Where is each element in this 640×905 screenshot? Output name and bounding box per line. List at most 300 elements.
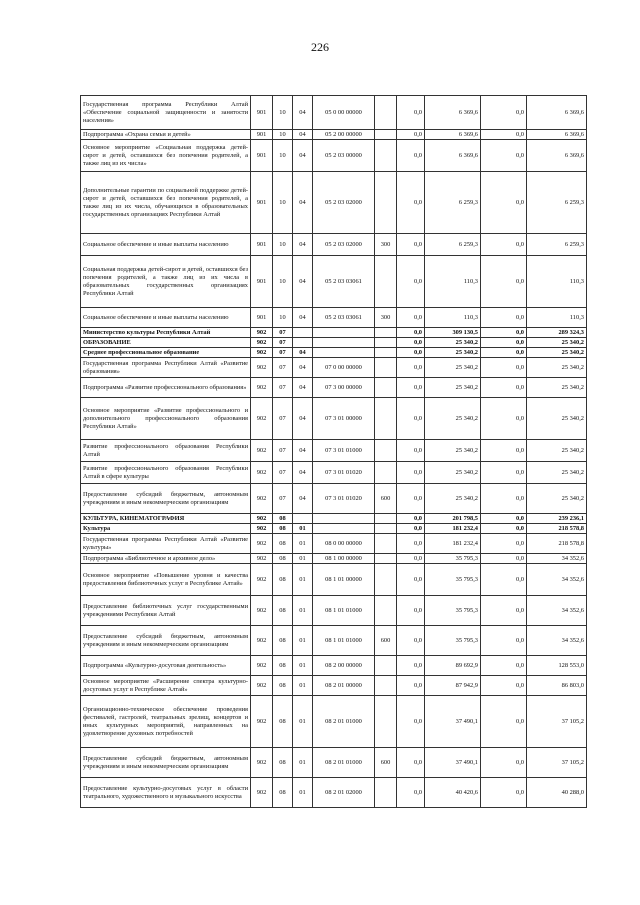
amount-year-2-cell: 40 288,0: [527, 778, 587, 808]
amount-year-1-cell: 87 942,9: [425, 676, 481, 696]
expense-type-cell: 600: [375, 748, 397, 778]
target-article-cell: [313, 514, 375, 524]
target-article-cell: 08 2 01 00000: [313, 676, 375, 696]
ministry-code-cell: 902: [251, 378, 273, 398]
table-row: [81, 328, 587, 338]
table-row: [81, 440, 587, 462]
section-code-cell: 10: [273, 234, 293, 256]
section-code-cell: 07: [273, 440, 293, 462]
target-article-cell: 08 1 01 00000: [313, 564, 375, 596]
target-article-cell: 07 0 00 00000: [313, 358, 375, 378]
subsection-code-cell: 01: [293, 696, 313, 748]
amount-change-1-cell: 0,0: [397, 338, 425, 348]
row-name-cell: Государственная программа Республики Алтай «Развитие образования»: [81, 358, 251, 378]
section-code-cell: 10: [273, 130, 293, 140]
amount-year-1-cell: 37 490,1: [425, 696, 481, 748]
ministry-code-cell: 901: [251, 130, 273, 140]
ministry-code-cell: 901: [251, 96, 273, 130]
amount-year-1-cell: 35 795,3: [425, 554, 481, 564]
subsection-code-cell: 01: [293, 596, 313, 626]
amount-change-2-cell: 0,0: [481, 358, 527, 378]
amount-year-2-cell: 6 259,3: [527, 172, 587, 234]
expense-type-cell: [375, 534, 397, 554]
subsection-code-cell: [293, 514, 313, 524]
subsection-code-cell: 04: [293, 130, 313, 140]
subsection-code-cell: 01: [293, 564, 313, 596]
subsection-code-cell: 04: [293, 308, 313, 328]
target-article-cell: 08 1 00 00000: [313, 554, 375, 564]
amount-change-2-cell: 0,0: [481, 96, 527, 130]
table-row: [81, 398, 587, 440]
amount-change-2-cell: 0,0: [481, 338, 527, 348]
amount-change-2-cell: 0,0: [481, 514, 527, 524]
expense-type-cell: [375, 358, 397, 378]
expense-type-cell: [375, 378, 397, 398]
target-article-cell: 05 2 03 03061: [313, 256, 375, 308]
ministry-code-cell: 902: [251, 440, 273, 462]
target-article-cell: 07 3 01 01020: [313, 462, 375, 484]
amount-year-2-cell: 218 578,8: [527, 524, 587, 534]
table-row: [81, 748, 587, 778]
target-article-cell: 08 1 01 01000: [313, 596, 375, 626]
subsection-code-cell: 04: [293, 96, 313, 130]
subsection-code-cell: 01: [293, 748, 313, 778]
section-code-cell: 08: [273, 524, 293, 534]
section-code-cell: 08: [273, 696, 293, 748]
amount-year-1-cell: 89 692,9: [425, 656, 481, 676]
target-article-cell: 08 2 00 00000: [313, 656, 375, 676]
section-code-cell: 08: [273, 564, 293, 596]
amount-year-2-cell: 34 352,6: [527, 564, 587, 596]
ministry-code-cell: 901: [251, 234, 273, 256]
amount-change-1-cell: 0,0: [397, 524, 425, 534]
ministry-code-cell: 902: [251, 676, 273, 696]
table-row: [81, 256, 587, 308]
amount-year-1-cell: 25 340,2: [425, 440, 481, 462]
amount-change-2-cell: 0,0: [481, 778, 527, 808]
target-article-cell: 07 3 01 01020: [313, 484, 375, 514]
amount-change-1-cell: 0,0: [397, 564, 425, 596]
amount-change-1-cell: 0,0: [397, 514, 425, 524]
amount-change-2-cell: 0,0: [481, 524, 527, 534]
amount-change-2-cell: 0,0: [481, 626, 527, 656]
amount-change-1-cell: 0,0: [397, 656, 425, 676]
amount-year-2-cell: 86 803,0: [527, 676, 587, 696]
target-article-cell: [313, 328, 375, 338]
subsection-code-cell: 04: [293, 140, 313, 172]
row-name-cell: Государственная программа Республики Алтай «Развитие культуры»: [81, 534, 251, 554]
target-article-cell: 08 0 00 00000: [313, 534, 375, 554]
table-row: [81, 234, 587, 256]
amount-year-1-cell: 37 490,1: [425, 748, 481, 778]
ministry-code-cell: 902: [251, 564, 273, 596]
budget-table: [80, 95, 587, 808]
table-row: [81, 514, 587, 524]
amount-change-2-cell: 0,0: [481, 398, 527, 440]
amount-year-1-cell: 40 420,6: [425, 778, 481, 808]
table-row: [81, 338, 587, 348]
ministry-code-cell: 902: [251, 554, 273, 564]
expense-type-cell: [375, 462, 397, 484]
amount-change-1-cell: 0,0: [397, 308, 425, 328]
amount-year-2-cell: 239 236,1: [527, 514, 587, 524]
table-row: [81, 534, 587, 554]
amount-change-2-cell: 0,0: [481, 462, 527, 484]
subsection-code-cell: [293, 328, 313, 338]
row-name-cell: Подпрограмма «Культурно-досуговая деятельность»: [81, 656, 251, 676]
expense-type-cell: [375, 514, 397, 524]
subsection-code-cell: 04: [293, 440, 313, 462]
amount-change-2-cell: 0,0: [481, 534, 527, 554]
subsection-code-cell: 01: [293, 656, 313, 676]
section-code-cell: 08: [273, 748, 293, 778]
amount-year-1-cell: 6 259,3: [425, 234, 481, 256]
amount-year-2-cell: 110,3: [527, 256, 587, 308]
section-code-cell: 07: [273, 348, 293, 358]
table-row: [81, 308, 587, 328]
amount-change-2-cell: 0,0: [481, 554, 527, 564]
amount-year-2-cell: 6 369,6: [527, 96, 587, 130]
amount-change-2-cell: 0,0: [481, 328, 527, 338]
target-article-cell: 05 2 00 00000: [313, 130, 375, 140]
expense-type-cell: 300: [375, 308, 397, 328]
target-article-cell: 08 2 01 01000: [313, 748, 375, 778]
amount-change-1-cell: 0,0: [397, 96, 425, 130]
ministry-code-cell: 902: [251, 514, 273, 524]
row-name-cell: Среднее профессиональное образование: [81, 348, 251, 358]
target-article-cell: 05 2 03 00000: [313, 140, 375, 172]
expense-type-cell: [375, 96, 397, 130]
subsection-code-cell: 01: [293, 778, 313, 808]
expense-type-cell: 600: [375, 484, 397, 514]
expense-type-cell: [375, 130, 397, 140]
amount-year-2-cell: 25 340,2: [527, 440, 587, 462]
amount-year-2-cell: 25 340,2: [527, 358, 587, 378]
table-row: [81, 462, 587, 484]
subsection-code-cell: 01: [293, 676, 313, 696]
table-row: [81, 564, 587, 596]
row-name-cell: Социальное обеспечение и иные выплаты населению: [81, 308, 251, 328]
section-code-cell: 08: [273, 554, 293, 564]
table-row: [81, 596, 587, 626]
amount-year-2-cell: 25 340,2: [527, 398, 587, 440]
amount-change-1-cell: 0,0: [397, 778, 425, 808]
subsection-code-cell: 04: [293, 378, 313, 398]
target-article-cell: 05 2 03 02000: [313, 234, 375, 256]
amount-year-2-cell: 25 340,2: [527, 338, 587, 348]
amount-change-1-cell: 0,0: [397, 398, 425, 440]
subsection-code-cell: 01: [293, 534, 313, 554]
amount-change-1-cell: 0,0: [397, 484, 425, 514]
section-code-cell: 07: [273, 378, 293, 398]
amount-year-1-cell: 25 340,2: [425, 484, 481, 514]
expense-type-cell: [375, 256, 397, 308]
amount-year-1-cell: 6 259,3: [425, 172, 481, 234]
amount-change-1-cell: 0,0: [397, 130, 425, 140]
target-article-cell: 08 2 01 01000: [313, 696, 375, 748]
row-name-cell: Культура: [81, 524, 251, 534]
subsection-code-cell: 04: [293, 234, 313, 256]
amount-change-1-cell: 0,0: [397, 440, 425, 462]
table-row: [81, 524, 587, 534]
target-article-cell: 08 2 01 02000: [313, 778, 375, 808]
subsection-code-cell: 01: [293, 554, 313, 564]
section-code-cell: 10: [273, 308, 293, 328]
amount-year-2-cell: 34 352,6: [527, 626, 587, 656]
row-name-cell: Социальная поддержка детей-сирот и детей, оставшихся без попечения родителей, а также лиц из их числа в образовательных государственных организациях Республики Алтай: [81, 256, 251, 308]
expense-type-cell: [375, 328, 397, 338]
table-row: [81, 130, 587, 140]
row-name-cell: ОБРАЗОВАНИЕ: [81, 338, 251, 348]
target-article-cell: 05 2 03 03061: [313, 308, 375, 328]
amount-change-1-cell: 0,0: [397, 748, 425, 778]
row-name-cell: Основное мероприятие «Развитие профессионального и дополнительного профессионального образования Республики Алтай»: [81, 398, 251, 440]
amount-year-2-cell: 289 324,3: [527, 328, 587, 338]
amount-change-1-cell: 0,0: [397, 234, 425, 256]
amount-change-1-cell: 0,0: [397, 676, 425, 696]
subsection-code-cell: 01: [293, 626, 313, 656]
amount-year-1-cell: 110,3: [425, 308, 481, 328]
subsection-code-cell: [293, 338, 313, 348]
table-row: [81, 484, 587, 514]
row-name-cell: Подпрограмма «Библиотечное и архивное дело»: [81, 554, 251, 564]
subsection-code-cell: 04: [293, 172, 313, 234]
amount-year-1-cell: 25 340,2: [425, 338, 481, 348]
section-code-cell: 08: [273, 534, 293, 554]
amount-year-2-cell: 218 578,8: [527, 534, 587, 554]
ministry-code-cell: 902: [251, 338, 273, 348]
amount-change-2-cell: 0,0: [481, 484, 527, 514]
expense-type-cell: [375, 564, 397, 596]
row-name-cell: Подпрограмма «Развитие профессионального образования»: [81, 378, 251, 398]
ministry-code-cell: 902: [251, 348, 273, 358]
amount-year-1-cell: 181 232,4: [425, 534, 481, 554]
amount-change-1-cell: 0,0: [397, 696, 425, 748]
expense-type-cell: [375, 696, 397, 748]
section-code-cell: 07: [273, 338, 293, 348]
target-article-cell: 07 3 00 00000: [313, 378, 375, 398]
amount-year-1-cell: 6 369,6: [425, 96, 481, 130]
amount-year-1-cell: 35 795,3: [425, 626, 481, 656]
ministry-code-cell: 902: [251, 696, 273, 748]
amount-change-1-cell: 0,0: [397, 256, 425, 308]
ministry-code-cell: 901: [251, 308, 273, 328]
amount-change-2-cell: 0,0: [481, 130, 527, 140]
amount-year-2-cell: 25 340,2: [527, 484, 587, 514]
amount-change-1-cell: 0,0: [397, 328, 425, 338]
ministry-code-cell: 902: [251, 328, 273, 338]
table-row: [81, 378, 587, 398]
table-row: [81, 140, 587, 172]
amount-change-2-cell: 0,0: [481, 348, 527, 358]
section-code-cell: 10: [273, 256, 293, 308]
amount-change-1-cell: 0,0: [397, 462, 425, 484]
amount-change-2-cell: 0,0: [481, 308, 527, 328]
subsection-code-cell: 04: [293, 256, 313, 308]
amount-change-2-cell: 0,0: [481, 440, 527, 462]
amount-year-2-cell: 25 340,2: [527, 378, 587, 398]
row-name-cell: Социальное обеспечение и иные выплаты населению: [81, 234, 251, 256]
amount-year-1-cell: 6 369,6: [425, 140, 481, 172]
table-row: [81, 626, 587, 656]
row-name-cell: Министерство культуры Республики Алтай: [81, 328, 251, 338]
amount-year-1-cell: 25 340,2: [425, 348, 481, 358]
target-article-cell: 05 2 03 02000: [313, 172, 375, 234]
section-code-cell: 10: [273, 96, 293, 130]
amount-year-2-cell: 37 105,2: [527, 696, 587, 748]
ministry-code-cell: 902: [251, 626, 273, 656]
table-row: [81, 348, 587, 358]
amount-year-1-cell: 25 340,2: [425, 462, 481, 484]
row-name-cell: Развитие профессионального образования Республики Алтай: [81, 440, 251, 462]
amount-year-2-cell: 37 105,2: [527, 748, 587, 778]
expense-type-cell: [375, 348, 397, 358]
ministry-code-cell: 902: [251, 596, 273, 626]
target-article-cell: [313, 348, 375, 358]
section-code-cell: 08: [273, 778, 293, 808]
ministry-code-cell: 901: [251, 172, 273, 234]
row-name-cell: Развитие профессионального образования Республики Алтай в сфере культуры: [81, 462, 251, 484]
target-article-cell: [313, 524, 375, 534]
ministry-code-cell: 902: [251, 748, 273, 778]
table-row: [81, 96, 587, 130]
row-name-cell: КУЛЬТУРА, КИНЕМАТОГРАФИЯ: [81, 514, 251, 524]
subsection-code-cell: 04: [293, 358, 313, 378]
amount-year-1-cell: 35 795,3: [425, 564, 481, 596]
section-code-cell: 07: [273, 328, 293, 338]
amount-change-2-cell: 0,0: [481, 656, 527, 676]
section-code-cell: 07: [273, 398, 293, 440]
amount-year-2-cell: 25 340,2: [527, 462, 587, 484]
amount-year-2-cell: 110,3: [527, 308, 587, 328]
expense-type-cell: [375, 524, 397, 534]
amount-change-2-cell: 0,0: [481, 172, 527, 234]
amount-change-1-cell: 0,0: [397, 596, 425, 626]
row-name-cell: Основное мероприятие «Социальная поддержка детей-сирот и детей, оставшихся без попечения родителей, а также лиц из их числа»: [81, 140, 251, 172]
ministry-code-cell: 902: [251, 778, 273, 808]
amount-year-1-cell: 6 369,6: [425, 130, 481, 140]
subsection-code-cell: 04: [293, 462, 313, 484]
section-code-cell: 08: [273, 626, 293, 656]
row-name-cell: Организационно-техническое обеспечение проведения фестивалей, гастролей, театральных зрелищ, концертов и иных культурных мероприятий, направленных на удовлетворение духовных потребностей: [81, 696, 251, 748]
amount-year-1-cell: 110,3: [425, 256, 481, 308]
amount-change-2-cell: 0,0: [481, 676, 527, 696]
amount-year-1-cell: 35 795,3: [425, 596, 481, 626]
amount-year-1-cell: 25 340,2: [425, 378, 481, 398]
table-row: [81, 656, 587, 676]
amount-change-2-cell: 0,0: [481, 378, 527, 398]
amount-year-2-cell: 6 259,3: [527, 234, 587, 256]
table-row: [81, 172, 587, 234]
row-name-cell: Предоставление культурно-досуговых услуг в области театрального, художественного и музыкального искусства: [81, 778, 251, 808]
ministry-code-cell: 902: [251, 656, 273, 676]
target-article-cell: 07 3 01 00000: [313, 398, 375, 440]
subsection-code-cell: 04: [293, 484, 313, 514]
amount-year-1-cell: 201 798,5: [425, 514, 481, 524]
target-article-cell: 05 0 00 00000: [313, 96, 375, 130]
target-article-cell: 07 3 01 01000: [313, 440, 375, 462]
table-row: [81, 778, 587, 808]
subsection-code-cell: 04: [293, 348, 313, 358]
row-name-cell: Предоставление библиотечных услуг государственными учреждениями Республики Алтай: [81, 596, 251, 626]
amount-change-1-cell: 0,0: [397, 172, 425, 234]
amount-year-2-cell: 34 352,6: [527, 596, 587, 626]
row-name-cell: Предоставление субсидий бюджетным, автономным учреждениям и иным некоммерческим организациям: [81, 626, 251, 656]
section-code-cell: 08: [273, 656, 293, 676]
amount-change-1-cell: 0,0: [397, 358, 425, 378]
amount-year-1-cell: 25 340,2: [425, 398, 481, 440]
amount-year-2-cell: 34 352,6: [527, 554, 587, 564]
subsection-code-cell: 04: [293, 398, 313, 440]
row-name-cell: Основное мероприятие «Повышение уровня и качества предоставления библиотечных услуг в Республике Алтай»: [81, 564, 251, 596]
expense-type-cell: [375, 140, 397, 172]
expense-type-cell: [375, 398, 397, 440]
subsection-code-cell: 01: [293, 524, 313, 534]
ministry-code-cell: 901: [251, 140, 273, 172]
table-row: [81, 554, 587, 564]
expense-type-cell: 300: [375, 234, 397, 256]
amount-change-2-cell: 0,0: [481, 234, 527, 256]
section-code-cell: 07: [273, 358, 293, 378]
target-article-cell: [313, 338, 375, 348]
amount-change-2-cell: 0,0: [481, 596, 527, 626]
amount-change-1-cell: 0,0: [397, 140, 425, 172]
ministry-code-cell: 902: [251, 484, 273, 514]
amount-year-2-cell: 25 340,2: [527, 348, 587, 358]
amount-change-2-cell: 0,0: [481, 696, 527, 748]
expense-type-cell: [375, 338, 397, 348]
amount-change-1-cell: 0,0: [397, 534, 425, 554]
amount-year-2-cell: 6 369,6: [527, 140, 587, 172]
table-body: [81, 96, 587, 808]
expense-type-cell: [375, 656, 397, 676]
section-code-cell: 08: [273, 514, 293, 524]
target-article-cell: 08 1 01 01000: [313, 626, 375, 656]
section-code-cell: 07: [273, 462, 293, 484]
amount-change-2-cell: 0,0: [481, 564, 527, 596]
expense-type-cell: [375, 778, 397, 808]
expense-type-cell: [375, 596, 397, 626]
amount-change-1-cell: 0,0: [397, 626, 425, 656]
amount-year-2-cell: 6 369,6: [527, 130, 587, 140]
ministry-code-cell: 902: [251, 534, 273, 554]
row-name-cell: Предоставление субсидий бюджетным, автономным учреждениям и иным некоммерческим организациям: [81, 748, 251, 778]
row-name-cell: Государственная программа Республики Алтай «Обеспечение социальной защищенности и занятости населения»: [81, 96, 251, 130]
ministry-code-cell: 902: [251, 358, 273, 378]
amount-change-2-cell: 0,0: [481, 140, 527, 172]
amount-year-2-cell: 128 553,0: [527, 656, 587, 676]
row-name-cell: Предоставление субсидий бюджетным, автономным учреждениям и иным некоммерческим организациям: [81, 484, 251, 514]
amount-change-1-cell: 0,0: [397, 378, 425, 398]
section-code-cell: 08: [273, 596, 293, 626]
ministry-code-cell: 902: [251, 398, 273, 440]
expense-type-cell: [375, 440, 397, 462]
section-code-cell: 10: [273, 140, 293, 172]
amount-year-1-cell: 25 340,2: [425, 358, 481, 378]
expense-type-cell: [375, 676, 397, 696]
ministry-code-cell: 901: [251, 256, 273, 308]
section-code-cell: 07: [273, 484, 293, 514]
row-name-cell: Подпрограмма «Охрана семьи и детей»: [81, 130, 251, 140]
ministry-code-cell: 902: [251, 462, 273, 484]
row-name-cell: Основное мероприятие «Расширение спектра культурно-досуговых услуг в Республике Алтай»: [81, 676, 251, 696]
amount-change-2-cell: 0,0: [481, 748, 527, 778]
amount-year-1-cell: 309 130,5: [425, 328, 481, 338]
ministry-code-cell: 902: [251, 524, 273, 534]
section-code-cell: 10: [273, 172, 293, 234]
amount-change-1-cell: 0,0: [397, 348, 425, 358]
expense-type-cell: 600: [375, 626, 397, 656]
